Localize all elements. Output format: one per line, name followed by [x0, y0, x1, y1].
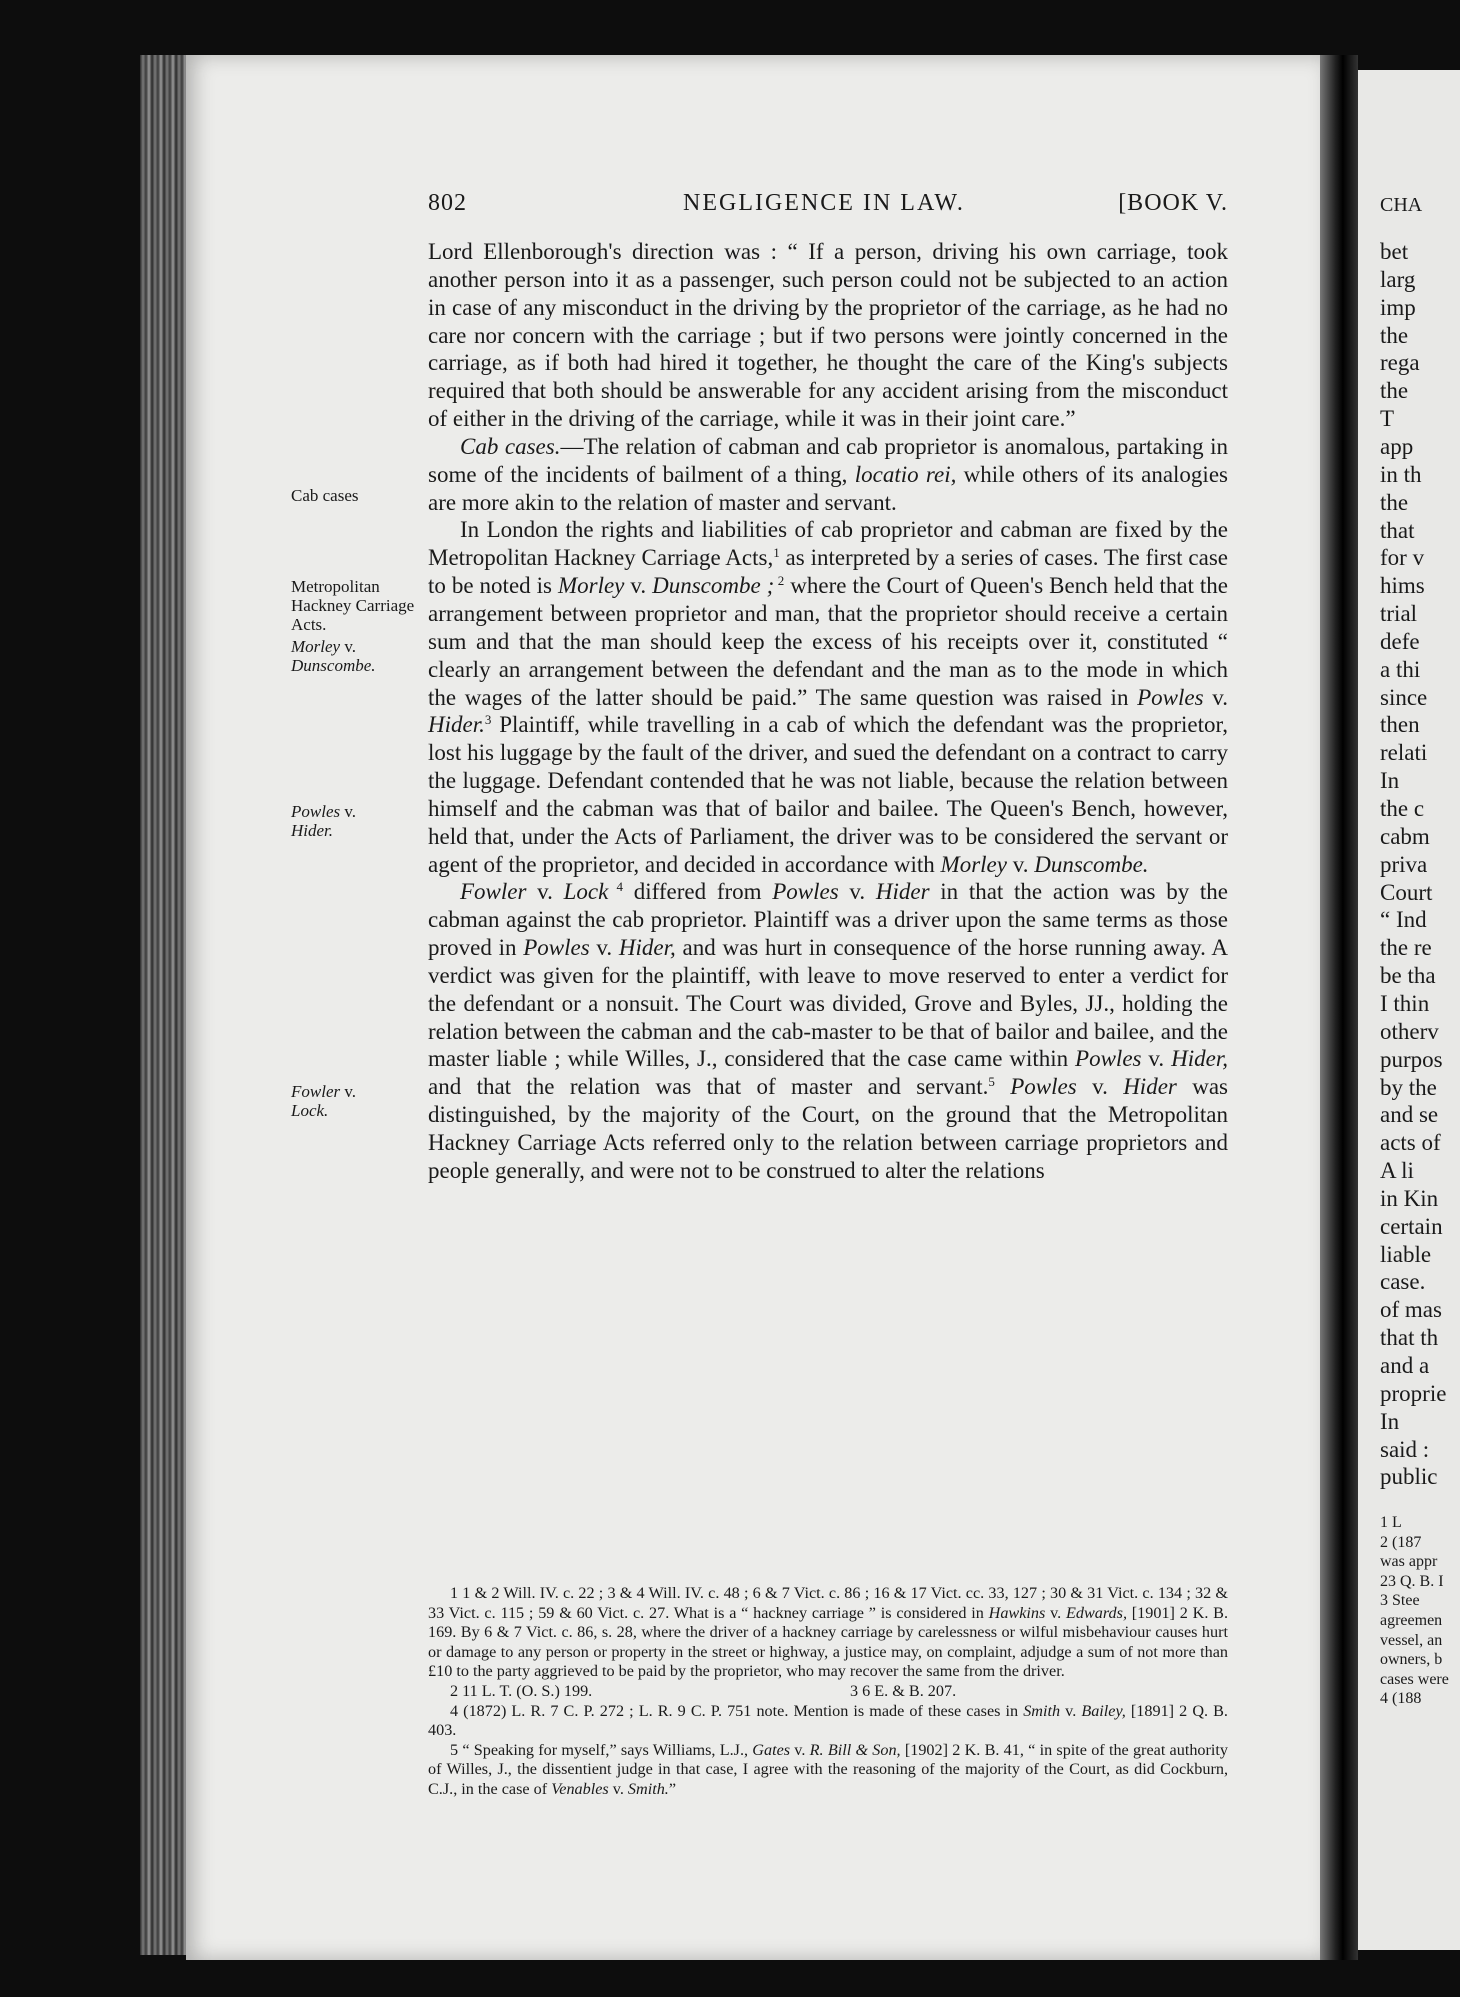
case-name: Dunscombe. [1034, 851, 1149, 877]
case-name: Morley [940, 851, 1007, 877]
text-span: v. [608, 1779, 628, 1798]
case-name: Hider [875, 879, 930, 905]
margin-note-metropolitan-acts: Metropolitan Hackney Carriage Acts. [291, 577, 415, 634]
text-span: v. [1076, 1074, 1124, 1100]
case-name: Smith. [627, 1779, 669, 1798]
text-span: v. [1141, 1046, 1172, 1072]
next-page-footnote-line: 2 (187 [1380, 1533, 1422, 1551]
next-page-line: and se [1380, 1102, 1439, 1128]
case-name: Lock [563, 879, 609, 905]
running-header [428, 190, 1228, 224]
next-page-footnote-line: 23 Q. B. I [1380, 1572, 1444, 1590]
next-page-line: for v [1380, 545, 1425, 571]
case-name: Powles [523, 935, 590, 961]
footnote-1 [428, 1584, 1228, 1682]
next-page-line: A li [1380, 1158, 1414, 1184]
text-span: was distinguished, by the majority of the Court, on the ground that the Metropolitan Hackney Carriage Acts referred only to the relation between carriage proprietors and people generally, and were not to be construed to alter the relations [428, 1074, 1228, 1183]
next-page-line: proprie [1380, 1380, 1447, 1406]
margin-note-morley [291, 637, 421, 675]
next-page-line: I thin [1380, 990, 1430, 1016]
next-page-line: the [1380, 489, 1409, 515]
text-span: while others of its analogies are more akin to the relation of master and servant. [428, 461, 1228, 515]
case-name: Powles [994, 1074, 1077, 1100]
text-span: v. [1060, 1701, 1082, 1720]
latin-term: locatio rei, [854, 461, 957, 487]
text-span: v. [1045, 1603, 1066, 1622]
footnote-ref: 3 [484, 712, 492, 728]
footnote-4 [428, 1702, 1228, 1741]
text-span: [1891] 2 Q. B. 403. [428, 1701, 1228, 1740]
next-page-footnote-line: 4 (188 [1380, 1690, 1422, 1708]
next-page-line: In [1380, 768, 1400, 794]
next-page-line: in th [1380, 461, 1422, 487]
text-span: v. [624, 573, 653, 599]
footnotes [428, 1584, 1228, 1800]
text-span: —The relation of cabman and cab proprietor is anomalous, partaking in some of the incidents of bailment of a thing, [428, 433, 1228, 487]
next-page-line: since [1380, 684, 1428, 710]
case-name: Hider [1123, 1074, 1177, 1100]
case-name: Bailey, [1081, 1701, 1126, 1720]
margin-fowler-v: v. [340, 1082, 357, 1101]
case-name: Morley [557, 573, 625, 599]
text-span: v. [838, 879, 876, 905]
margin-dunscombe: Dunscombe. [291, 656, 376, 675]
text-span: differed from [623, 879, 773, 905]
case-name: Venables [551, 1779, 609, 1798]
case-name: Smith [1023, 1701, 1061, 1720]
text-span: as interpreted by a series of cases. The first case to be noted is [428, 545, 1228, 599]
text-span: v. [589, 935, 619, 961]
footnotes-2-3 [428, 1682, 1228, 1702]
next-page-line: relati [1380, 740, 1428, 766]
footnote-3: 3 6 E. & B. 207. [850, 1681, 957, 1700]
page-gutter [1320, 55, 1358, 1960]
next-page-line: purpos [1380, 1046, 1443, 1072]
next-page-line: the [1380, 322, 1409, 348]
paragraph-cab-cases [428, 433, 1228, 517]
paragraph-fowler-lock [428, 878, 1228, 1184]
next-page-line: the [1380, 378, 1409, 404]
text-span: Plaintiff, while travelling in a cab of which the defendant was the proprietor, lost his luggage by the fault of the driver, and sued the defendant on a contract to carry the luggage. Defendant contended that he was not liable, because the relation between himself and the cabman was that of bailor and bailee. The Queen's Bench, however, held that, under the Acts of Parliament, the driver was to be considered the servant or agent of the proprietor, and decided in accordance with [428, 712, 1228, 877]
footnote-5 [428, 1741, 1228, 1800]
next-page-header: CHA [1380, 194, 1423, 216]
margin-note-fowler [291, 1082, 421, 1120]
next-page-fragment [1358, 70, 1460, 1950]
next-page-line: larg [1380, 266, 1416, 292]
margin-lock: Lock. [291, 1101, 329, 1120]
running-title: NEGLIGENCE IN LAW. [683, 190, 965, 216]
text-span: v. [526, 879, 564, 905]
body-text [428, 238, 1228, 1185]
next-page-line: the c [1380, 796, 1425, 821]
next-page-line: be tha [1380, 963, 1436, 989]
book-binding-edge [140, 55, 188, 1955]
next-page-footnote-line: agreemen [1380, 1612, 1443, 1629]
next-page-line: cabm [1380, 823, 1430, 849]
text-span: In London the rights and liabilities of cab proprietor and cabman are fixed by the Metropolitan Hackney Carriage Acts, [428, 517, 1228, 571]
case-name: Powles [1137, 684, 1204, 710]
next-page-line: then [1380, 712, 1420, 738]
paragraph-london-cases [428, 516, 1228, 878]
text-span: in that the action was by the cabman against the cab proprietor. Plaintiff was a driver upon the same terms as those proved in [428, 879, 1228, 961]
margin-morley-name: Morley [291, 637, 341, 656]
next-page-footnote-line: cases were [1380, 1670, 1449, 1688]
next-page-line: In [1380, 1408, 1400, 1434]
case-name: Hider, [618, 935, 676, 961]
next-page-line: bet [1380, 239, 1409, 264]
next-page-line: otherv [1380, 1018, 1439, 1044]
case-name: Powles [1075, 1046, 1142, 1072]
next-page-footnote-line: vessel, an [1380, 1631, 1443, 1649]
text-span: v. [790, 1740, 810, 1759]
next-page-line: of mas [1380, 1297, 1442, 1323]
margin-fowler-name: Fowler [291, 1082, 341, 1101]
next-page-line: T [1380, 406, 1395, 432]
paragraph-ellenborough: Lord Ellenborough's direction was : “ If a person, driving his own carriage, took another person into it as a passenger, such person could not be subjected to an action in case of any misconduct in the driving by the proprietor of the carriage, as he had no care nor concern with the carriage ; but if two persons were jointly concerned in the carriage, as if both had hired it together, he thought the care of the King's subjects required that both should be answerable for any accident arising from the misconduct of either in the driving of the carriage, while it was in their joint care.” [428, 239, 1228, 432]
text-span: and that the relation was that of master and servant. [428, 1074, 989, 1100]
text-span: v. [1203, 684, 1228, 710]
margin-note-cab-cases: Cab cases [291, 486, 359, 505]
text-span: 4 (1872) L. R. 7 C. P. 272 ; L. R. 9 C. P. 751 note. Mention is made of these cases in [450, 1701, 1024, 1720]
heading-cab-cases: Cab cases. [460, 433, 561, 459]
next-page-line: imp [1380, 294, 1416, 320]
margin-morley-v: v. [340, 637, 356, 656]
case-name: Hider, [1171, 1046, 1228, 1072]
next-page-line: that th [1380, 1325, 1439, 1351]
next-page-line: rega [1380, 350, 1420, 376]
text-span: and was hurt in consequence of the horse running away. A verdict was given for the plaintiff, with leave to move reserved to enter a verdict for the defendant or a nonsuit. The Court was divided, Grove and Byles, JJ., holding the relation between the cabman and the cab-master to be that of bailor and bailee, and the master liable ; while Willes, J., considered that the case came within [428, 935, 1229, 1072]
next-page-line: acts of [1380, 1130, 1441, 1156]
footnote-ref: 2 [774, 573, 785, 589]
next-page-line: a thi [1380, 656, 1421, 682]
case-name: Gates [752, 1740, 791, 1759]
next-page-line: case. [1380, 1269, 1426, 1295]
next-page-footnote-line: owners, b [1380, 1651, 1443, 1669]
footnote-ref: 5 [988, 1074, 995, 1090]
footnote-2: 2 11 L. T. (O. S.) 199. [450, 1681, 593, 1700]
margin-powles-v: v. [340, 802, 357, 821]
next-page-line: said : [1380, 1436, 1430, 1462]
case-name: Hawkins [988, 1603, 1046, 1622]
case-name: Dunscombe ; [652, 573, 775, 599]
case-name: R. Bill & Son, [809, 1740, 901, 1759]
footnote-ref: 4 [608, 879, 624, 895]
text-span: 1 1 & 2 Will. IV. c. 22 ; 3 & 4 Will. IV. c. 48 ; 6 & 7 Vict. c. 86 ; 16 & 17 Vict. cc. 33, 127 ; 30 & 31 Vict. c. 134 ; 32 & 33 Vict. c. 115 ; 59 & 60 Vict. c. 27. What is a “ hackney carriage ” is considered in [428, 1584, 1228, 1622]
next-page-footnote-line: was appr [1380, 1553, 1438, 1571]
next-page-footnote-line: 3 Stee [1380, 1592, 1420, 1610]
next-page-line: “ Ind [1380, 907, 1427, 933]
next-page-line: that [1380, 517, 1415, 543]
next-page-line: certain [1380, 1213, 1443, 1239]
case-name: Powles [772, 879, 839, 905]
text-span: [1901] 2 K. B. 169. By 6 & 7 Vict. c. 86, s. 28, where the driver of a hackney carriage by carelessness or wilful misbehaviour causes hurt or damage to any person or property in the street or highway, a justice may, on complaint, adjudge a sum of not more than £10 to the party aggrieved to be paid by the proprietor, who may recover the same from the driver. [428, 1603, 1228, 1681]
case-name: Fowler [460, 879, 527, 905]
text-span: where the Court of Queen's Bench held that the arrangement between proprietor and man, that the proprietor should receive a certain sum and that the man should keep the excess of his receipts over it, constituted “ clearly an arrangement between the defendant and the man as to the mode in which the wages of the latter should be paid.” The same question was raised in [428, 573, 1229, 710]
case-name: Edwards, [1065, 1603, 1127, 1622]
book-label: [BOOK V. [1118, 190, 1228, 216]
margin-powles-name: Powles [291, 802, 341, 821]
next-page-line: hims [1380, 573, 1425, 599]
page-number: 802 [428, 190, 467, 216]
text-span: ” [668, 1779, 677, 1798]
next-page-line: in Kin [1380, 1185, 1439, 1211]
next-page-footnote-line: 1 L [1380, 1514, 1402, 1531]
margin-hider: Hider. [291, 821, 334, 840]
case-name: Hider. [428, 712, 485, 738]
margin-note-powles [291, 802, 421, 840]
next-page-line: app [1380, 433, 1414, 459]
next-page-line: Court [1380, 879, 1433, 905]
text-span: [1902] 2 K. B. 41, “ in spite of the great authority of Willes, J., the dissentient judge in that case, I agree with the reasoning of the majority of the Court, as did Cockburn, C.J., in the case of [428, 1740, 1229, 1798]
next-page-line: by the [1380, 1074, 1437, 1100]
next-page-line: and a [1380, 1353, 1430, 1378]
next-page-line: trial [1380, 601, 1418, 627]
next-page-line: defe [1380, 628, 1420, 654]
next-page-line: the re [1380, 935, 1432, 961]
footnote-ref: 1 [773, 545, 780, 561]
text-span: v. [1006, 851, 1035, 877]
next-page-line: priva [1380, 851, 1428, 877]
next-page-line: public [1380, 1464, 1438, 1490]
text-span: 5 “ Speaking for myself,” says Williams, L.J., [450, 1740, 753, 1759]
next-page-line: liable [1380, 1241, 1432, 1267]
